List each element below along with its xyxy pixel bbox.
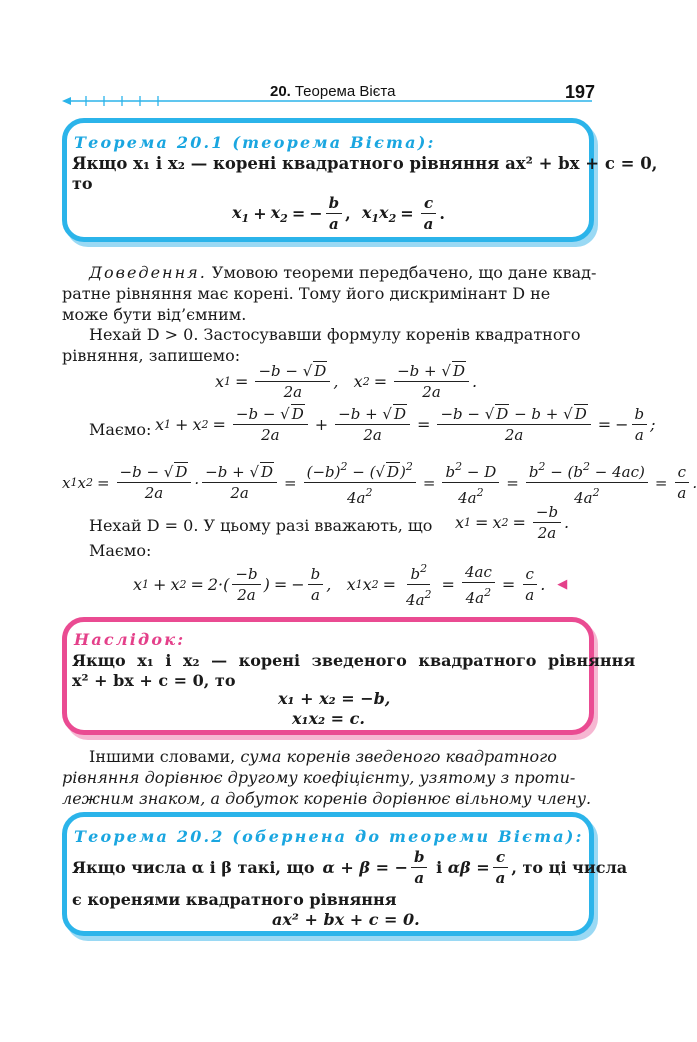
other-words-emph-1: сума коренів зведеного квадратного — [240, 747, 557, 766]
other-words-line-3: лежним знаком, а добуток коренів дорівнює вільному члену. — [62, 789, 592, 808]
end-of-proof-icon: ◀ — [557, 577, 568, 592]
other-words-line-2: рівняння дорівнює другому коефіцієнту, узятому з проти- — [62, 768, 576, 787]
theorem2-text-b: і — [436, 858, 443, 877]
vieta-formula: $x_1$ + $x_2$ = − $\frac{b}{a}$ , $x_1x_2$ = $\frac{c}{a}$ . — [232, 194, 445, 233]
theorem2-label: Теорема 20.2 (обернена до теореми Вієта): — [74, 827, 584, 846]
product-derivation: x 1 x 2 = $\frac{-b - √ D}{2a}$ · $\frac{-b + √ D}{2a}$ = $\frac{(-b)^2 - (√ D)^2}{4a^2}$ = $\frac{b^2 - D}{4a^2}$ = $\frac{b^2 - (b^2 - 4ac)}{4a^2}$ = $\frac{c}{a}$ . — [62, 460, 697, 507]
d-zero-derivation: x 1 + x 2 = 2·( $\frac{-b}{2a}$ ) = − $\frac{b}{a}$ , x 1 x 2 = $\frac{b^2}{4a^2}$ = $\frac{4ac}{4a^2}$ = $\frac{c}{a}$ . ◀ — [133, 562, 568, 609]
other-words-line-1 — [89, 747, 557, 767]
theorem-label: Теорема 20.1 (теорема Вієта): — [74, 133, 436, 152]
theorem2-text-c: то ці числа — [522, 858, 628, 877]
proof-line-3: може бути від’ємним. — [62, 305, 247, 324]
have-label: Маємо: — [89, 420, 152, 439]
proof-line-4: Нехай D > 0. Застосувавши формулу коренів квадратного — [89, 325, 581, 344]
corollary-line-2: x² + bx + c = 0, то — [72, 671, 236, 690]
theorem-statement: Якщо x₁ і x₂ — корені квадратного рівняння ax² + bx + c = 0, — [72, 154, 658, 173]
page-number: 197 — [565, 82, 596, 102]
section-number: 20. — [270, 83, 291, 100]
proof-text-1: Умовою теореми передбачено, що дане квад- — [211, 263, 597, 282]
d-zero-text: Нехай D = 0. У цьому разі вважають, що — [89, 516, 433, 535]
proof-line-5: рівняння, запишемо: — [62, 346, 241, 365]
proof-heading: Доведення. — [89, 263, 207, 282]
have-label-2: Маємо: — [89, 541, 152, 560]
other-words-intro: Іншими словами, — [89, 747, 236, 766]
theorem2-line-2: є коренями квадратного рівняння — [72, 890, 397, 909]
corollary-label: Наслідок: — [74, 630, 186, 649]
theorem2-line-1: Якщо числа α і β такі, що α + β = − $\frac{b}{a}$ і αβ = $\frac{c}{a}$ , то ці числа — [72, 848, 628, 887]
roots-formula: x 1 = $\frac{-b - √ D}{2a}$ , x 2 = $\frac{-b + √ D}{2a}$ . — [215, 362, 478, 401]
corollary-formula-1: x₁ + x₂ = −b, — [278, 689, 391, 708]
theorem-to: то — [72, 174, 93, 193]
equal-roots-formula: x 1 = x 2 = $\frac{-b}{2a}$ . — [455, 503, 570, 542]
theorem2-text-a: Якщо числа α і β такі, що — [72, 858, 315, 877]
section-title: Теорема Вієта — [294, 83, 396, 100]
theorem2-formula: ax² + bx + c = 0. — [272, 910, 420, 929]
sum-derivation: x 1 + x 2 = $\frac{-b - √ D}{2a}$ + $\frac{-b + √ D}{2a}$ = $\frac{-b - √ D - b + √ D}{2a}$ = − $\frac{b}{a}$ ; — [155, 405, 656, 444]
proof-line-2: ратне рівняння має корені. Тому його дискримінант D не — [62, 284, 551, 303]
proof-line-1 — [89, 263, 596, 283]
header-rule — [62, 94, 602, 108]
corollary-formula-2: x₁x₂ = c. — [292, 709, 365, 728]
corollary-line-1: Якщо x₁ і x₂ — корені зведеного квадратного рівняння — [72, 651, 636, 670]
